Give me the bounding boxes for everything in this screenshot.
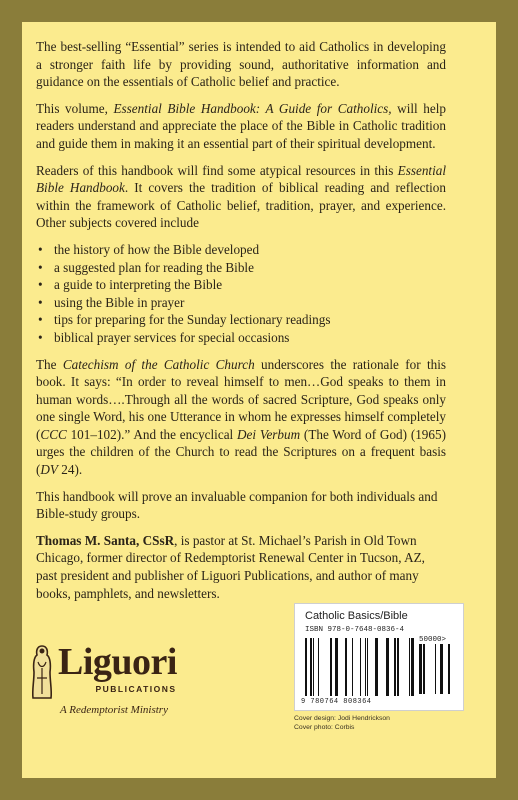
barcode-bar: [386, 638, 389, 696]
barcode-bar: [448, 644, 450, 694]
barcode-bar: [397, 638, 399, 696]
barcode-bar: [435, 644, 436, 694]
resources-paragraph: Readers of this handbook will find some atypical resources in this Essential Bible Handbook. It covers the tradition of biblical reading and reflection within the framework of Catholic belief, tradition, prayer, and experience. Other subjects covered include: [36, 162, 446, 231]
list-item: • biblical prayer services for special occasions: [54, 329, 446, 347]
barcode-bar: [360, 638, 361, 696]
barcode-bar: [310, 638, 312, 696]
logo-tagline: A Redemptorist Ministry: [60, 704, 168, 716]
barcode-bar: [330, 638, 332, 696]
cover-credits: [294, 714, 474, 732]
companion-paragraph: This handbook will prove an invaluable companion for both individuals and Bible-study groups.: [36, 488, 438, 522]
design-credit: Cover design: Jodi Hendrickson: [294, 715, 390, 722]
price-code: 50000>: [419, 636, 447, 644]
author-bio: Thomas M. Santa, CSsR, is pastor at St. Michael’s Parish in Old Town Chicago, former director of Redemptorist Renewal Center in Tucson, AZ, past president and publisher of Liguori Publications, and author of many books, pamphlets, and newsletters.: [36, 532, 425, 601]
logo-subtitle: PUBLICATIONS: [95, 684, 177, 694]
barcode-bar: [345, 638, 347, 696]
publisher-logo: [30, 640, 280, 730]
book-title: Essential Bible Handbook: A Guide for Catholics,: [113, 100, 392, 116]
isbn-text: ISBN 978-0-7648-0836-4: [305, 626, 405, 634]
redemptorist-figure-icon: [30, 644, 54, 700]
logo-wordmark: Liguori: [58, 641, 177, 683]
barcode-bar: [440, 644, 443, 694]
barcode-bar: [375, 638, 378, 696]
barcode-box: [294, 603, 464, 711]
category-label: Catholic Basics/Bible: [305, 610, 408, 622]
barcode-bar: [409, 638, 410, 696]
ean-digits: 9 780764 808364: [301, 698, 372, 706]
list-item: • tips for preparing for the Sunday lectionary readings: [54, 311, 446, 329]
barcode-bar: [419, 644, 422, 694]
barcode-bar: [367, 638, 368, 696]
author-name: Thomas M. Santa, CSsR: [36, 532, 175, 548]
ean-barcode: [305, 638, 415, 696]
catechism-paragraph: The Catechism of the Catholic Church underscores the rationale for this book. It says: “In order to reveal himself to men…God speaks to them in human words….Through all the words of sacred Scripture, God speaks only one single Word, his one Utterance in whom he expresses himself completely (CCC 101–102).” And the encyclical Dei Verbum (The Word of God) (1965) urges the children of the Church to read the Scriptures on a frequent basis (DV 24).: [36, 356, 446, 478]
barcode-bar: [335, 638, 338, 696]
barcode-bar: [313, 638, 314, 696]
barcode-bar: [305, 638, 307, 696]
barcode-bar: [423, 644, 425, 694]
barcode-bar: [365, 638, 366, 696]
list-item: • a guide to interpreting the Bible: [54, 276, 446, 294]
book-title-short: Essential Bible Handbook: [36, 162, 446, 196]
intro-paragraph: The best-selling “Essential” series is intended to aid Catholics in developing a stronger faith life by providing sound, authoritative information and guidance on the essentials of Catholic belief and practice.: [36, 39, 446, 90]
barcode-bar: [394, 638, 396, 696]
price-barcode: [419, 644, 455, 694]
list-item: • a suggested plan for reading the Bible: [54, 259, 446, 277]
subjects-list: [36, 241, 446, 347]
photo-credit: Cover photo: Corbis: [294, 724, 355, 731]
barcode-bar: [352, 638, 353, 696]
list-item: • using the Bible in prayer: [54, 294, 446, 312]
cover-copy: [36, 38, 446, 611]
barcode-bar: [318, 638, 319, 696]
list-item: • the history of how the Bible developed: [54, 241, 446, 259]
volume-paragraph: This volume, Essential Bible Handbook: A Guide for Catholics, will help readers understand and appreciate the place of the Bible in Catholic tradition and guide them in making it an essential part of their spiritual development.: [36, 100, 446, 151]
barcode-bar: [411, 638, 414, 696]
